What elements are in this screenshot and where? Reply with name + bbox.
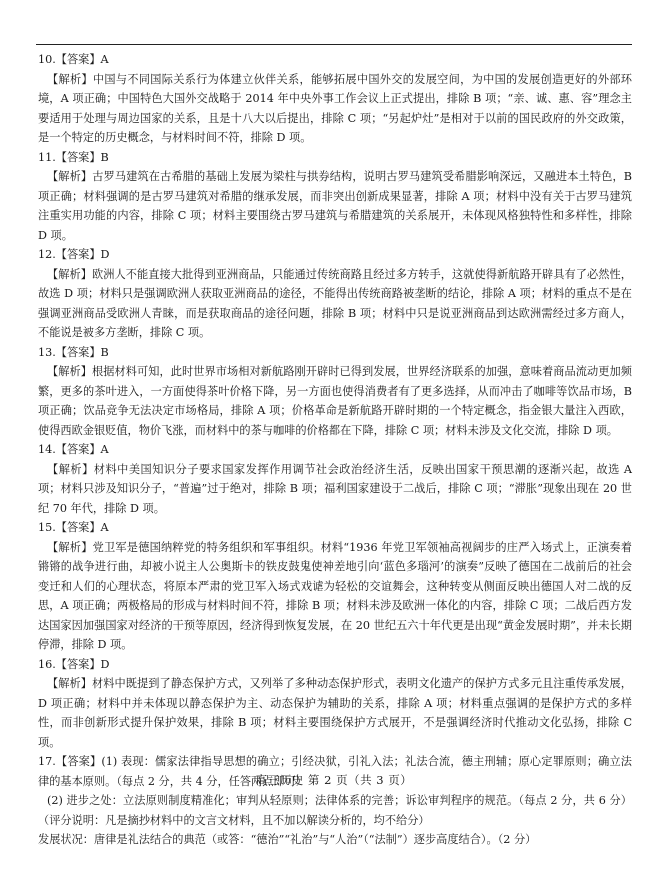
analysis-17-development: 发展状况：唐律是礼法结合的典范（或答：“德治”“礼治”与“人治”（“法制”）逐步高度结合）。（2 分） [38, 833, 537, 846]
answer-line-15: 15.【答案】A [38, 521, 109, 534]
answer-line-11: 11.【答案】B [38, 150, 109, 164]
analysis-11: 【解析】古罗马建筑在古希腊的基础上发展为梁柱与拱券结构，说明古罗马建筑受希腊影响深远，又融进本土特色，B 项正确；材料强调的是古罗马建筑对希腊的继承发展，而非突出创新成果显著，排除 A 项；材料中没有关于古罗马建筑注重实用功能的内容，排除 C 项；材料主要围绕古罗马建筑与希腊建筑的关系展开，未体现风格独特性和多样性，排除 D 项。 [38, 170, 632, 242]
analysis-10: 【解析】中国与不同国际关系行为体建立伙伴关系，能够拓展中国外交的发展空间，为中国的发展创造更好的外部环境，A 项正确；中国特色大国外交战略于 2014 年中央外事工作会议上正式提出，排除 B 项；“亲、诚、惠、容”理念主要适用于处理与周边国家的关系，且是十八大以后提出，排除 C 项；“另起炉灶”是相对于以前的国民政府的外交政策，是一个特定的历史概念，与材料时间不符，排除 D 项。 [38, 72, 632, 144]
analysis-15: 【解析】党卫军是德国纳粹党的特务组织和军事组织。材料“1936 年党卫军领袖高视阔步的庄严入场式上，正演奏着锵锵的战争进行曲，却被小说主人公奥斯卡的铁皮鼓鬼使神差地引向‘蓝色多瑙河’的演奏”反映了德国在二战前后的社会变迁和人们的心理状态，将原本严肃的党卫军入场式戏谑为轻松的交谊舞会，这种转变从侧面反映出德国人对二战的反思，A 项正确；两极格局的形成与材料时间不符，排除 B 项；材料未涉及欧洲一体化的内容，排除 C 项；二战后西方发达国家因加强国家对经济的干预等原因，经济得到恢复发展，在 20 世纪五六十年代更是出现“黄金发展时期”，并未长期停滞，排除 D 项。 [38, 540, 632, 651]
answer-line-13: 13.【答案】B [38, 345, 109, 359]
answer-line-14: 14.【答案】A [38, 443, 109, 456]
analysis-17-part2: (2) 进步之处：立法原则制度精准化；审判从轻原则；法律体系的完善；诉讼审判程序的规范。（每点 2 分，共 6 分）（评分说明：凡是摘抄材料中的文言文材料，且不加以解读分析的，均不给分） [38, 794, 632, 827]
answer-line-16: 16.【答案】D [38, 657, 110, 671]
answer-line-17: 17.【答案】(1) 表现：儒家法律指导思想的确立；引经决狱，引礼入法；礼法合流，德主刑辅；原心定罪原则；确立法律的基本原则。（每点 2 分，共 4 分，任答两点即可） [38, 755, 632, 788]
answer-line-12: 12.【答案】D [38, 248, 110, 261]
analysis-12: 【解析】欧洲人不能直接大批得到亚洲商品，只能通过传统商路且经过多方转手，这就使得新航路开辟具有了必然性，故选 D 项；材料只是强调欧洲人获取亚洲商品的途径，不能得出传统商路被垄断的结论，排除 A 项；材料的重点不是在强调亚洲商品受欧洲人青睐，而是获取商品的途径问题，排除 B 项；材料中只是说亚洲商品到达欧洲需经过多方商人，不能说是被多方垄断，排除 C 项。 [38, 267, 632, 339]
analysis-13: 【解析】根据材料可知，此时世界市场相对新航路刚开辟时已得到发展，世界经济联系的加强，意味着商品流动更加频繁，更多的茶叶进入，一方面使得茶叶价格下降，另一方面也使得消费者有了更多选择，从而冲击了咖啡等饮品市场，B 项正确；饮品竞争无法决定市场格局，排除 A 项；价格革命是新航路开辟时期的一个特定概念，指金银大量注入西欧，使得西欧金银贬值，物价飞涨，而材料中的茶与咖啡的价格都在下降，排除 C 项；材料未涉及文化交流，排除 D 项。 [38, 365, 632, 437]
analysis-14: 【解析】材料中美国知识分子要求国家发挥作用调节社会政治经济生活，反映出国家干预思潮的逐渐兴起，故选 A 项；材料只涉及知识分子，“普遍”过于绝对，排除 B 项；福利国家建设于二战后，排除 C 项；“滞胀”现象出现在 20 世纪 70 年代，排除 D 项。 [38, 462, 632, 515]
answer-content [38, 50, 632, 850]
page-footer: 高三历史 第 2 页（共 3 页） [255, 773, 413, 787]
analysis-16: 【解析】材料中既提到了静态保护方式，又列举了多种动态保护形式，表明文化遗产的保护方式多元且注重传承发展，D 项正确；材料中并未体现以静态保护为主、动态保护为辅助的关系，排除 A 项；材料重点强调的是保护方式的多样性，而非创新形式提升保护效果，排除 B 项；材料主要围绕保护方式展开，不是强调经济时代推动文化弘扬，排除 C 项。 [38, 677, 632, 749]
header-rule [36, 44, 632, 45]
answer-line-10: 10.【答案】A [38, 53, 109, 66]
